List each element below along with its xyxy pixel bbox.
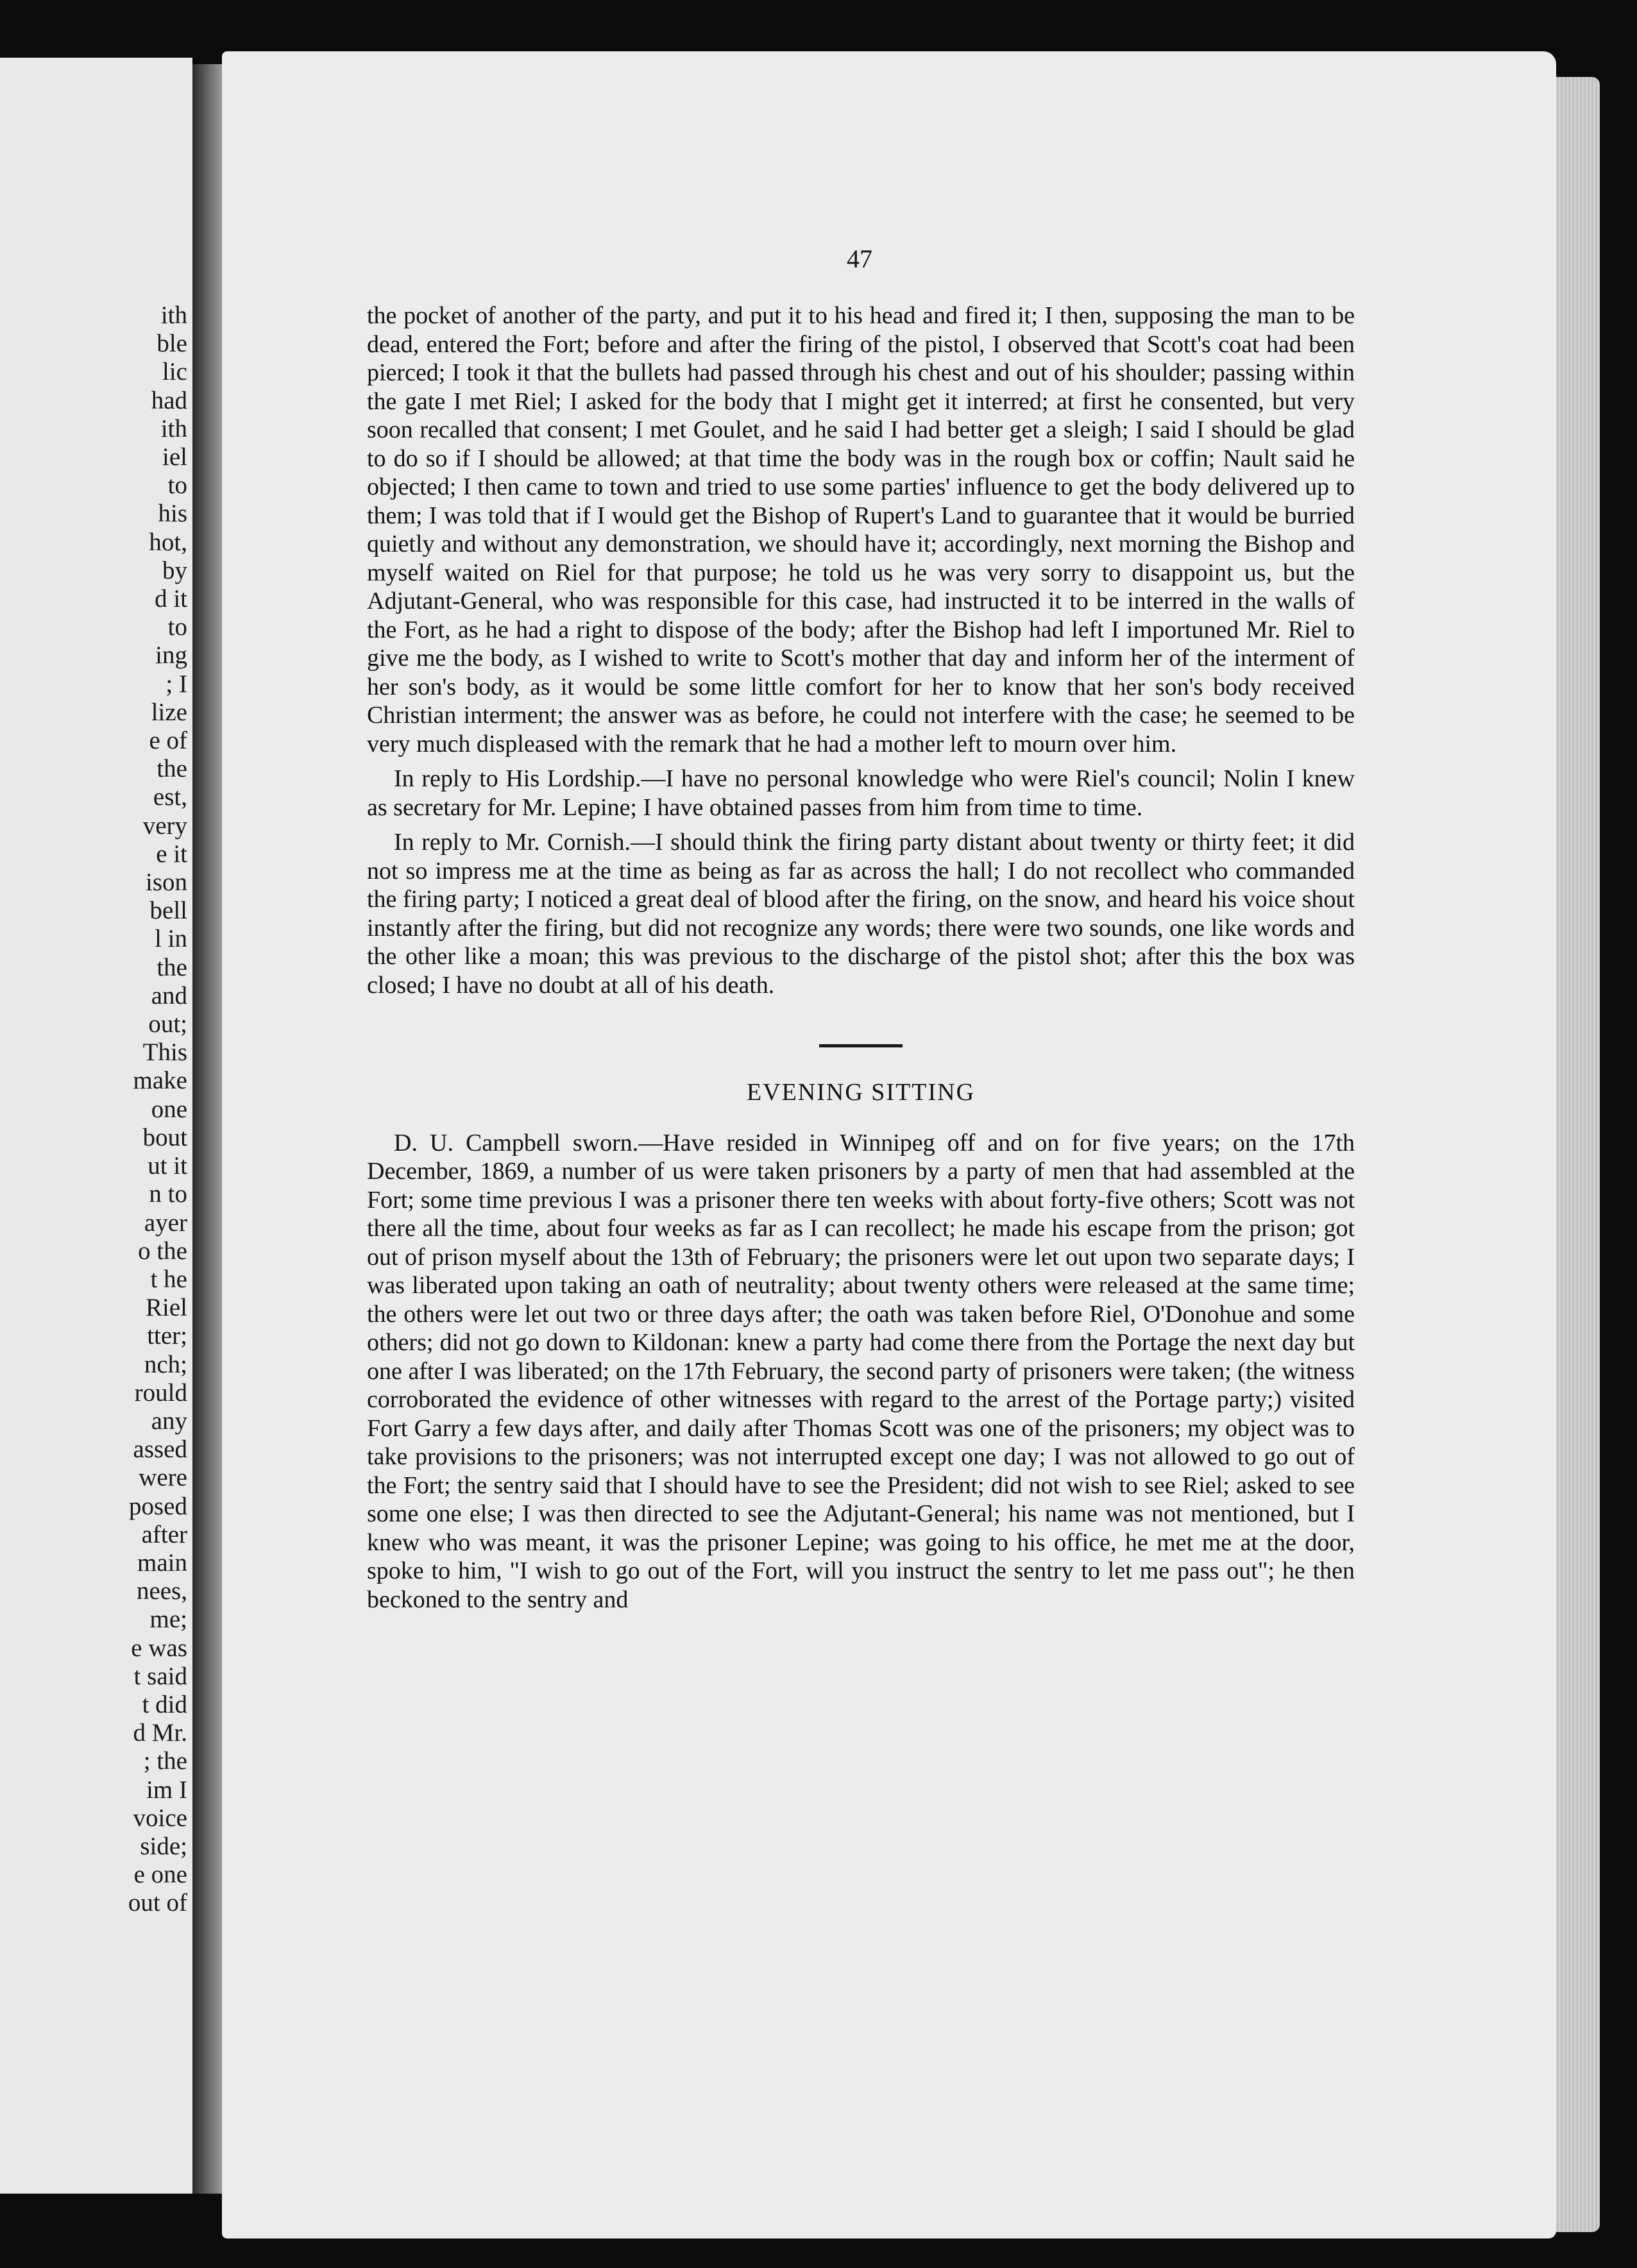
left-page-fragment: ith: [160, 414, 187, 443]
left-page-fragment: after: [141, 1520, 187, 1548]
left-page-fragment: lic: [162, 358, 187, 386]
left-page-fragment: ; the: [143, 1747, 187, 1775]
left-page-fragment: were: [139, 1464, 187, 1492]
left-page-fragment: ut it: [148, 1152, 187, 1180]
left-page-fragment: and: [151, 981, 187, 1010]
left-page-text-fragments: [21, 301, 187, 1918]
left-page-fragment: side;: [140, 1832, 187, 1860]
paragraph-testimony-continued: the pocket of another of the party, and put it to his head and fired it; I then, supposing the man to be dead, entered the Fort; before and after the firing of the pistol, I observed that Scott's coat had been pierced; I took it that the bullets had passed through his chest and out of his shoulder; passing within the gate I met Riel; I asked for the body that I might get it interred; at first he consented, but very soon recalled that consent; I met Goulet, and he said I had better get a sleigh; I said I should be glad to do so if I should be allowed; at that time the body was in the rough box or coffin; Nault said he objected; I then came to town and tried to use some parties' influence to get the body delivered up to them; I was told that if I would get the Bishop of Rupert's Land to guarantee that it would be burried quietly and without any demonstration, we should have it; accordingly, next morning the Bishop and myself waited on Riel for that purpose; he told us he was very sorry to disappoint us, but the Adjutant-General, who was responsible for this case, had instructed it to be interred in the walls of the Fort, as he had a right to dispose of the body; after the Bishop had left I importuned Mr. Riel to give me the body, as I wished to write to Scott's mother that day and inform her of the interment of her son's body, as it would be some little comfort for her to know that her son's body received Christian interment; the answer was as before, he could not interfere with the case; he seemed to be very much displeased with the remark that he had a mother left to mourn over him.: [367, 302, 1355, 757]
left-page-fragment: e was: [131, 1634, 187, 1662]
left-page-fragment: est,: [153, 783, 187, 811]
left-page-fragment: me;: [149, 1605, 187, 1634]
left-page-fragment: ison: [145, 868, 187, 897]
section-heading: EVENING SITTING: [746, 1079, 976, 1106]
left-page-fragment: hot,: [149, 528, 187, 556]
section-divider: [819, 1044, 903, 1047]
left-page-fragment: tter;: [147, 1322, 187, 1350]
left-page-fragment: t did: [142, 1690, 187, 1718]
left-page-fragment: posed: [129, 1492, 187, 1520]
left-page-fragment: ble: [157, 330, 187, 358]
left-page-fragment: e one: [133, 1861, 187, 1889]
left-page-fragment: nees,: [136, 1577, 187, 1605]
left-page-fragment: ; I: [165, 670, 187, 698]
left-page-fragment: l in: [155, 925, 187, 953]
left-page-fragment: assed: [133, 1435, 187, 1464]
page-edge-stack: [1556, 77, 1600, 2232]
left-page-fragment: ayer: [144, 1208, 187, 1237]
left-page-fragment: e of: [149, 727, 187, 755]
left-page-fragment: This: [142, 1038, 187, 1067]
left-page-fragment: n to: [149, 1180, 187, 1208]
left-page-fragment: to: [167, 613, 187, 641]
left-page-fragment: the: [157, 953, 187, 981]
left-page-fragment: t he: [150, 1265, 187, 1293]
left-page-fragment: nch;: [144, 1350, 187, 1378]
left-page-fragment: the: [157, 755, 187, 783]
left-page-fragment: make: [133, 1067, 187, 1095]
left-page-fragment: had: [151, 386, 187, 414]
left-page-fragment: t said: [133, 1662, 187, 1690]
page-body: [367, 301, 1355, 1620]
paragraph-reply-mr-cornish: In reply to Mr. Cornish.—I should think the firing party distant about twenty or thirty feet; it did not so impress me at the time as being as far as across the hall; I do not recollect who commanded the firing party; I noticed a great deal of blood after the firing, on the snow, and heard his voice shout instantly after the firing, but did not recognize any words; there were two sounds, one like words and the other like a moan; this was previous to the discharge of the pistol shot; after this the box was closed; I have no doubt at all of his death.: [367, 829, 1355, 999]
left-page-fragment: out;: [148, 1010, 187, 1038]
left-page-fragment: d Mr.: [133, 1719, 187, 1747]
book-gutter: [192, 64, 222, 2194]
left-page-fragment: out of: [128, 1889, 187, 1917]
left-page-fragment: e it: [156, 840, 187, 868]
left-page-fragment: very: [142, 811, 187, 840]
left-page-fragment: Riel: [146, 1294, 187, 1322]
left-page-fragment: bout: [142, 1123, 187, 1151]
left-page-fragment: one: [151, 1095, 187, 1123]
left-page-fragment: bell: [149, 897, 187, 925]
left-page-fragment: to: [167, 471, 187, 500]
left-page-fragment: main: [137, 1548, 187, 1577]
left-page-fragment: im I: [146, 1775, 187, 1804]
left-page-fragment: any: [151, 1407, 187, 1435]
left-page-fragment: lize: [151, 698, 187, 726]
left-facing-page: [0, 58, 192, 2194]
left-page-fragment: voice: [133, 1804, 187, 1832]
left-page-fragment: rould: [134, 1378, 187, 1407]
paragraph-reply-his-lordship: In reply to His Lordship.—I have no personal knowledge who were Riel's council; Nolin I knew as secretary for Mr. Lepine; I have obtained passes from him from time to time.: [367, 765, 1355, 821]
left-page-fragment: iel: [162, 443, 187, 471]
left-page-fragment: his: [158, 500, 187, 528]
left-page-fragment: ith: [160, 301, 187, 329]
left-page-fragment: o the: [138, 1237, 187, 1265]
left-page-fragment: by: [162, 556, 187, 584]
page-number: 47: [847, 244, 872, 273]
left-page-fragment: d it: [155, 585, 187, 613]
left-page-fragment: ing: [155, 641, 187, 670]
paragraph-campbell-sworn: D. U. Campbell sworn.—Have resided in Winnipeg off and on for five years; on the 17th December, 1869, a number of us were taken prisoners by a party of men that had assembled at the Fort; some time previous I was a prisoner there ten weeks with about forty-five others; Scott was not there all the time, about four weeks as far as I can recollect; he made his escape from the prison; got out of prison myself about the 13th of February; the prisoners were let out upon two separate days; I was liberated upon taking an oath of neutrality; about twenty others were released at the same time; the others were let out two or three days after; the oath was taken before Riel, O'Donohue and some others; did not go down to Kildonan: knew a party had come there from the Portage the next day but one after I was liberated; on the 17th February, the second party of prisoners were taken; (the witness corroborated the evidence of other witnesses with regard to the arrest of the Portage party;) visited Fort Garry a few days after, and daily after Thomas Scott was one of the prisoners; my object was to take provisions to the prisoners; was not interrupted except one day; I was not allowed to go out of the Fort; the sentry said that I should have to see the President; did not wish to see Riel; asked to see some one else; I was then directed to see the Adjutant-General; his name was not mentioned, but I knew who was meant, it was the prisoner Lepine; was going to his office, he met me at the door, spoke to him, "I wish to go out of the Fort, will you instruct the sentry to let me pass out"; he then beckoned to the sentry and: [367, 1129, 1355, 1613]
